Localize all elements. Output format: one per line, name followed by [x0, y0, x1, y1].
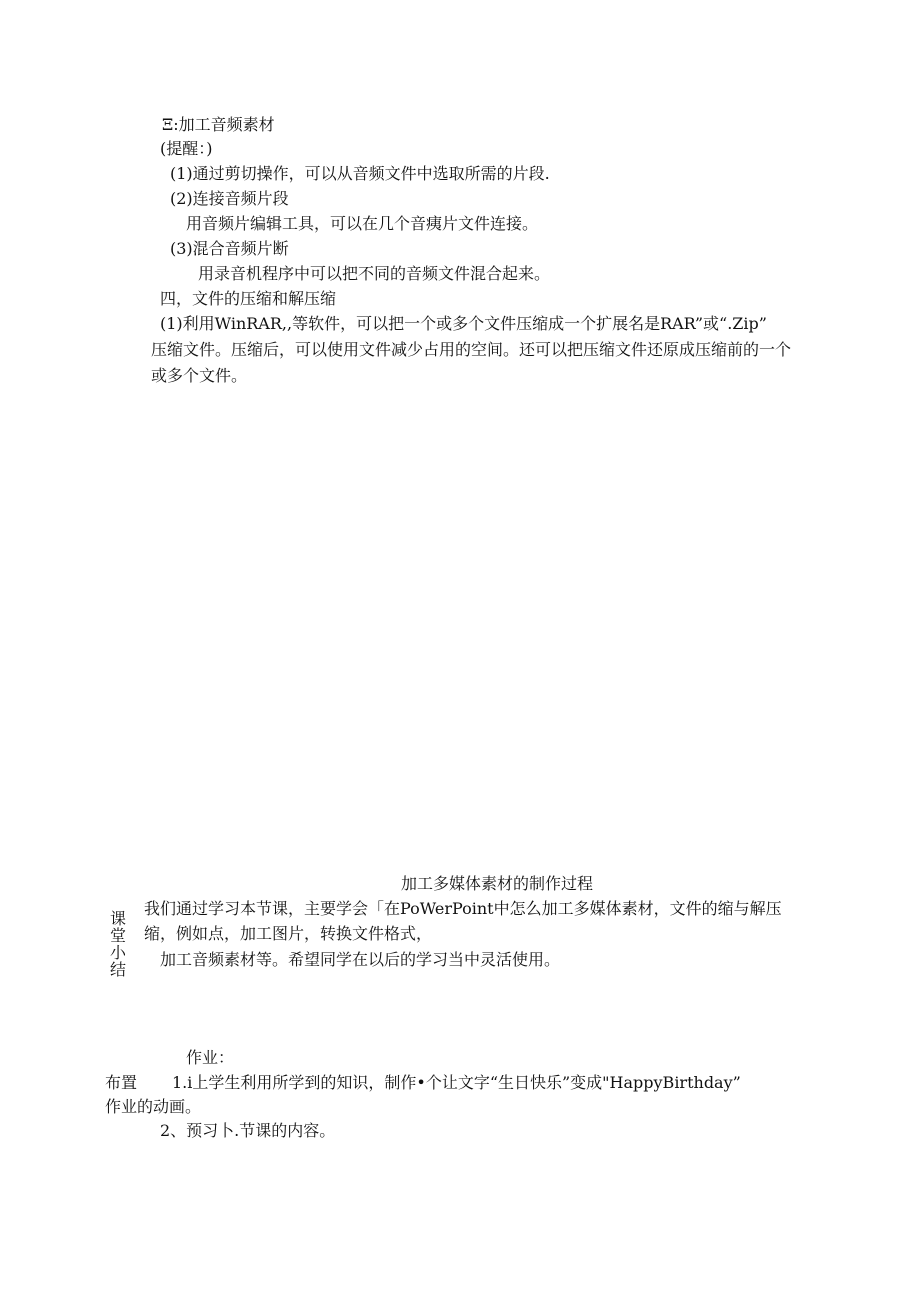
homework-item-2: 2、预习卜.节课的内容。 — [160, 1121, 336, 1140]
section-audio-heading: Ξ:加工音频素材 — [162, 115, 275, 134]
hint-label: (提醒：) — [160, 139, 213, 158]
summary-side-char: 课 — [109, 909, 126, 928]
homework-item-1: 1.i上学生利用所学到的知识，制作•个让文字“生日快乐”变成"HappyBirthday” — [172, 1073, 741, 1092]
compress-line-1: (1)利用WinRAR,,等软件，可以把一个或多个文件压缩成一个扩展名是RAR”或“.Zip” — [160, 314, 767, 333]
section-compress-heading: 四，文件的压缩和解压缩 — [160, 289, 337, 308]
homework-label-bottom: 作业 — [105, 1097, 138, 1116]
summary-side-char: 小 — [109, 943, 126, 962]
audio-item-2-title: (2)连接音频片段 — [170, 189, 289, 208]
homework-label-top: 布置 — [105, 1073, 138, 1092]
summary-side-label — [109, 910, 127, 978]
audio-item-2-text: 用音频片编辑工具，可以在几个音痍片文件连接。 — [186, 214, 539, 233]
homework-item-1-cont: 的动画。 — [137, 1097, 202, 1116]
audio-item-1: (1)通过剪切操作，可以从音频文件中选取所需的片段. — [170, 164, 550, 183]
summary-side-char: 结 — [109, 960, 126, 979]
summary-line-1: 我们通过学习本节课，主要学会「在PoWerPoint中怎么加工多媒体素材，文件的缩与解压 — [144, 899, 782, 918]
summary-title: 加工多媒体素材的制作过程 — [401, 874, 594, 893]
summary-line-3: 加工音频素材等。希望同学在以后的学习当中灵活使用。 — [160, 950, 561, 969]
homework-title: 作业： — [186, 1048, 235, 1067]
compress-line-3: 或多个文件。 — [151, 366, 248, 385]
compress-line-2: 压缩文件。压缩后，可以使用文件减少占用的空间。还可以把压缩文件还原成压缩前的一个 — [151, 340, 792, 359]
summary-side-char: 堂 — [109, 926, 126, 945]
audio-item-3-title: (3)混合音频片断 — [170, 239, 289, 258]
audio-item-3-text: 用录音机程序中可以把不同的音频文件混合起来。 — [198, 264, 551, 283]
summary-line-2: 缩，例如点，加工图片，转换文件格式， — [144, 924, 433, 943]
